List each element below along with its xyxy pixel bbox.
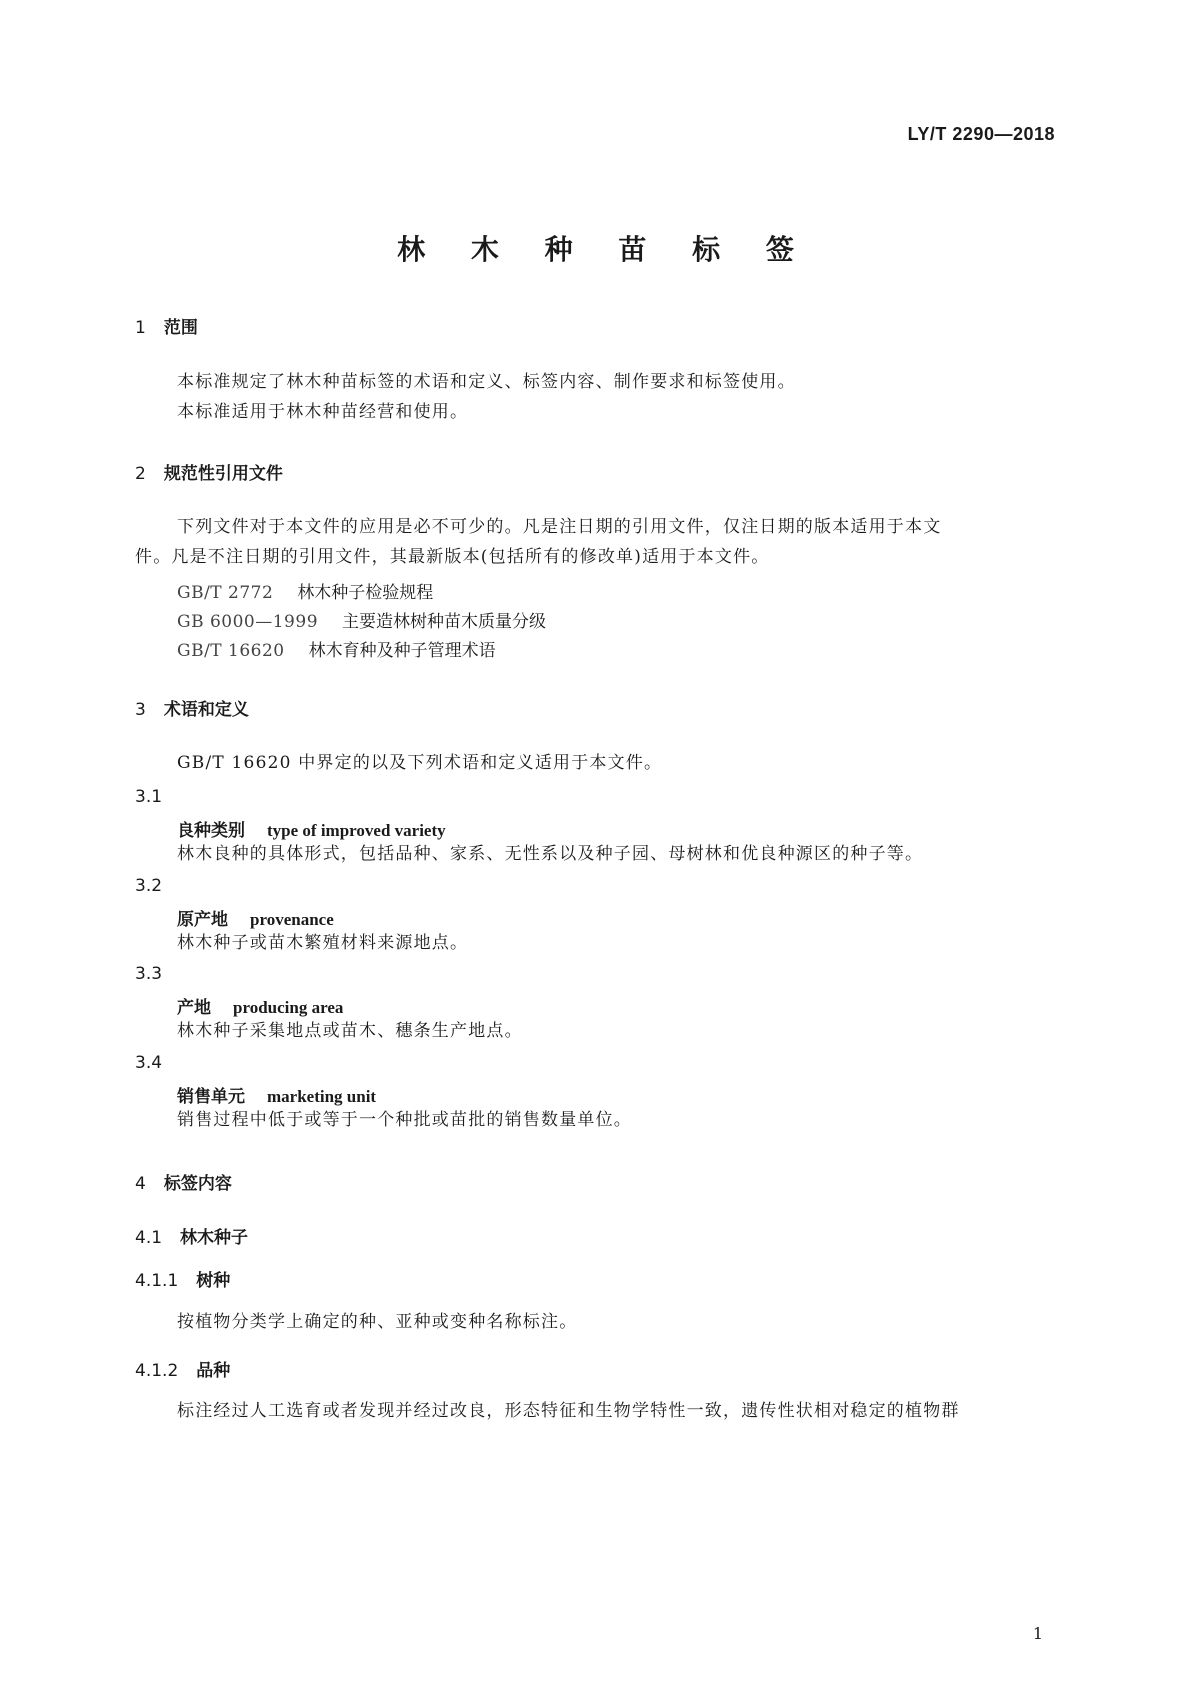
term-chinese: 原产地 — [177, 910, 228, 930]
standard-code: LY/T 2290—2018 — [907, 124, 1055, 144]
reference-code: GB/T 2772 — [177, 583, 274, 603]
subsection-4-1-1-paragraph: 按植物分类学上确定的种、亚种或变种名称标注。 — [177, 1312, 578, 1332]
section-title: 树种 — [196, 1271, 231, 1291]
section-number: 4 — [135, 1174, 146, 1194]
term-english: provenance — [250, 910, 334, 929]
section-number: 4.1.2 — [135, 1361, 179, 1381]
subsection-4-1-2-heading — [135, 1356, 230, 1381]
normative-reference — [177, 636, 496, 661]
term-number: 3.1 — [135, 787, 163, 807]
section-title: 品种 — [196, 1361, 231, 1381]
section-number: 1 — [135, 318, 146, 338]
section-1-paragraph-1: 本标准规定了林木种苗标签的术语和定义、标签内容、制作要求和标签使用。 — [177, 372, 796, 392]
reference-code: GB 6000—1999 — [177, 612, 319, 632]
section-title: 林木种子 — [180, 1228, 249, 1248]
page-number: 1 — [1032, 1624, 1043, 1643]
term-heading — [177, 816, 446, 841]
section-number: 3 — [135, 700, 146, 720]
section-2-heading — [135, 459, 283, 484]
term-chinese: 销售单元 — [177, 1087, 245, 1107]
subsection-4-1-2-paragraph: 标注经过人工选育或者发现并经过改良，形态特征和生物学特性一致，遗传性状相对稳定的植物群 — [177, 1401, 960, 1421]
section-number: 4.1 — [135, 1228, 163, 1248]
section-2-paragraph-line-2: 件。凡是不注日期的引用文件，其最新版本(包括所有的修改单)适用于本文件。 — [135, 547, 770, 567]
normative-reference — [177, 578, 433, 603]
term-heading — [177, 905, 334, 930]
document-title: 林 木 种 苗 标 签 — [397, 233, 812, 266]
section-4-heading — [135, 1169, 232, 1194]
section-title: 范围 — [163, 318, 198, 338]
reference-title: 林木育种及种子管理术语 — [308, 641, 496, 661]
section-1-paragraph-2: 本标准适用于林木种苗经营和使用。 — [177, 402, 469, 422]
subsection-4-1-1-heading — [135, 1266, 230, 1291]
subsection-4-1-heading — [135, 1223, 248, 1248]
term-definition: 销售过程中低于或等于一个种批或苗批的销售数量单位。 — [177, 1110, 632, 1130]
term-chinese: 产地 — [177, 998, 211, 1018]
term-chinese: 良种类别 — [177, 821, 245, 841]
term-definition: 林木良种的具体形式，包括品种、家系、无性系以及种子园、母树林和优良种源区的种子等。 — [177, 844, 924, 864]
section-title: 规范性引用文件 — [163, 464, 283, 484]
section-2-paragraph-line-1: 下列文件对于本文件的应用是必不可少的。凡是注日期的引用文件，仅注日期的版本适用于本文 — [177, 517, 942, 537]
section-title: 标签内容 — [163, 1174, 232, 1194]
term-definition: 林木种子或苗木繁殖材料来源地点。 — [177, 933, 469, 953]
reference-title: 主要造林树种苗木质量分级 — [342, 612, 547, 632]
term-heading — [177, 1082, 376, 1107]
term-english: type of improved variety — [267, 821, 446, 840]
term-english: producing area — [233, 998, 344, 1017]
section-title: 术语和定义 — [163, 700, 249, 720]
reference-title: 林木种子检验规程 — [297, 583, 434, 603]
reference-code: GB/T 16620 — [177, 641, 285, 661]
term-heading — [177, 993, 343, 1018]
section-number: 4.1.1 — [135, 1271, 179, 1291]
term-number: 3.4 — [135, 1053, 163, 1073]
term-definition: 林木种子采集地点或苗木、穗条生产地点。 — [177, 1021, 523, 1041]
section-number: 2 — [135, 464, 146, 484]
section-1-heading — [135, 313, 198, 338]
term-number: 3.3 — [135, 964, 163, 984]
term-number: 3.2 — [135, 876, 163, 896]
term-english: marketing unit — [267, 1087, 377, 1106]
section-3-intro: GB/T 16620 中界定的以及下列术语和定义适用于本文件。 — [177, 753, 663, 773]
section-3-heading — [135, 695, 249, 720]
normative-reference — [177, 607, 546, 632]
